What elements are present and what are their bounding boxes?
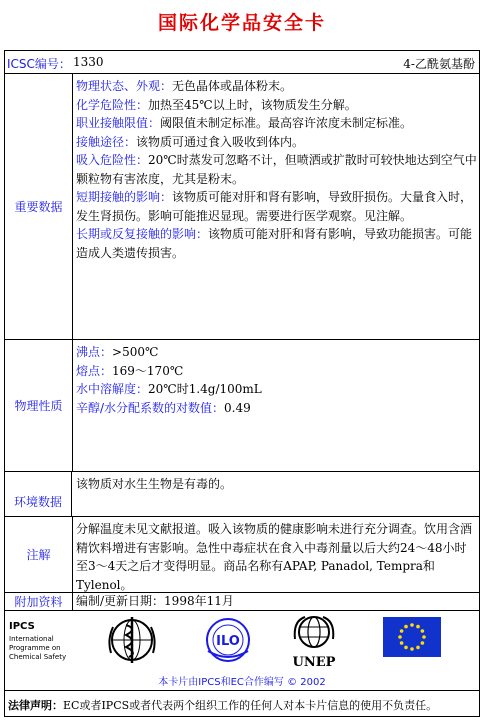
section-label: 物理性质	[5, 340, 73, 471]
section-content: 分解温度未见文献报道。吸入该物质的健康影响未进行充分调查。饮用含酒精饮料增进有害影响。急性中毒症状在食入中毒剂量以后大约24～48小时至3～4天之后才变得明显。商品名称有APAP, Panadol, Tempra和Tylenol。	[76, 522, 473, 592]
ipcs-logo-subtitle	[9, 635, 66, 662]
legal-key: 法律声明：	[8, 699, 63, 712]
icsc-label: ICSC编号：	[7, 57, 71, 71]
item-text: 20℃时1.4g/100mL	[148, 382, 262, 396]
item-chemical-hazard	[76, 96, 477, 115]
item-text: 无色晶体或晶体粉末。	[172, 79, 293, 93]
icsc-number: 1330	[73, 55, 104, 69]
item-text: 该物质可能对肝和肾有影响，导致肝损伤。大量食入时，发生肾损伤。影响可能推迟显现。需要进行医学观察。见注解。	[76, 190, 473, 223]
section-content: 该物质对水生生物是有毒的。	[76, 477, 233, 491]
item-key: 熔点：	[76, 363, 113, 378]
item-log-pow	[76, 399, 477, 418]
item-key: 接触途径：	[76, 134, 137, 149]
section-physical	[5, 340, 479, 472]
section-important	[5, 74, 479, 340]
icsc-header	[5, 51, 479, 74]
item-key: 短期接触的影响：	[76, 190, 173, 204]
unep-logo-icon	[291, 613, 337, 669]
ilo-logo-text: ILO	[216, 634, 240, 649]
section-environment	[5, 472, 479, 517]
safety-card	[4, 50, 480, 717]
item-solubility	[76, 380, 477, 399]
card-credit: 本卡片由IPCS和EC合作编写 © 2002	[158, 677, 326, 688]
item-text: >500℃	[112, 345, 159, 359]
ipcs-sub-line: Chemical Safety	[9, 653, 67, 661]
legal-text: EC或者IPCS或者代表两个组织工作的任何人对本卡片信息的使用不负责任。	[63, 699, 438, 712]
item-key: 沸点：	[76, 345, 113, 359]
item-text: 0.49	[224, 400, 251, 415]
item-exposure-routes	[76, 133, 477, 152]
ipcs-sub-line: Programme on	[9, 644, 61, 652]
section-label: 注解	[5, 517, 73, 592]
item-text: 阈限值未制定标准。最高容许浓度未制定标准。	[160, 116, 413, 130]
item-text: 该物质可能对肝和肾有影响，导致功能损害。可能造成人类遗传损害。	[76, 227, 473, 260]
ipcs-logo-title: IPCS	[9, 621, 35, 632]
unep-logo-text: UNEP	[292, 655, 336, 669]
section-content	[73, 340, 479, 417]
item-text: 加热至45℃以上时，该物质发生分解。	[148, 97, 357, 112]
eu-flag-icon	[383, 617, 441, 657]
section-content: 编制/更新日期：1998年11月	[76, 594, 234, 608]
item-key: 水中溶解度：	[76, 382, 149, 396]
item-inhalation-risk	[76, 151, 477, 188]
section-label: 环境数据	[5, 472, 72, 516]
item-key: 长期或反复接触的影响：	[76, 227, 209, 241]
legal-notice	[8, 697, 437, 713]
item-melting-point	[76, 362, 477, 381]
chemical-name: 4-乙酰氨基酚	[403, 57, 475, 71]
card-title: 国际化学品安全卡	[157, 12, 326, 34]
item-key: 物理状态、外观：	[76, 79, 173, 93]
item-text: 该物质可通过食入吸收到体内。	[136, 134, 305, 149]
section-notes	[5, 517, 479, 593]
item-key: 化学危险性：	[76, 97, 149, 112]
section-additional	[5, 593, 479, 611]
item-key: 辛醇/水分配系数的对数值：	[76, 400, 225, 415]
section-label: 重要数据	[5, 74, 73, 339]
item-long-term	[76, 225, 477, 262]
item-short-term	[76, 188, 477, 225]
item-appearance	[76, 77, 477, 96]
ipcs-sub-line: International	[9, 635, 54, 643]
section-content	[73, 74, 479, 262]
ilo-logo-icon	[201, 615, 255, 665]
item-text: 169～170℃	[112, 363, 184, 378]
logo-strip	[5, 611, 479, 691]
item-key: 吸入危险性：	[76, 153, 149, 167]
item-key: 职业接触限值：	[76, 116, 161, 130]
item-text: 20℃时蒸发可忽略不计，但喷洒或扩散时可较快地达到空气中颗粒物有害浓度，尤其是粉末。	[76, 153, 477, 186]
section-label: 附加资料	[5, 593, 73, 610]
item-exposure-limits	[76, 114, 477, 133]
who-logo-icon	[105, 613, 159, 667]
item-boiling-point	[76, 343, 477, 362]
